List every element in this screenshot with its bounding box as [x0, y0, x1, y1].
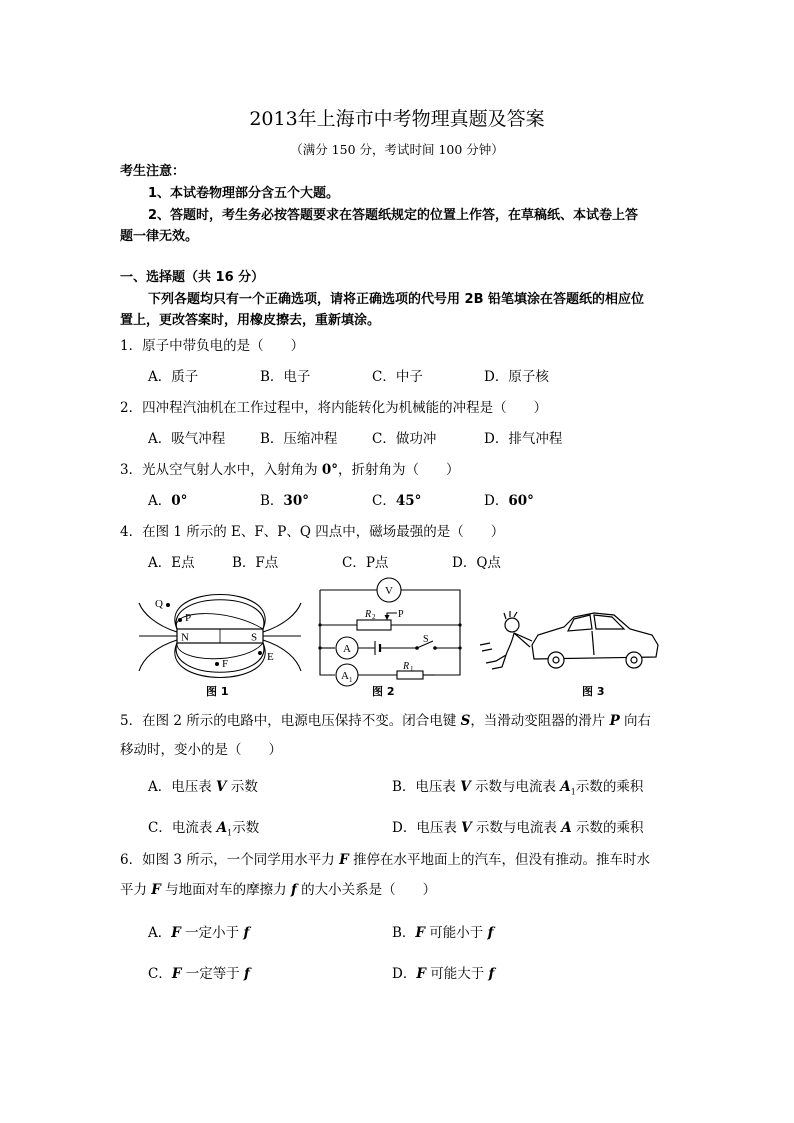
question-1-option-c: C．中子 [372, 369, 423, 385]
voltmeter-label: V [385, 585, 393, 597]
question-1-option-a: A．质子 [148, 369, 199, 385]
question-5-stem-line-1: 5．在图 2 所示的电路中，电源电压保持不变。闭合电键 S，当滑动变阻器的滑片 P 向右 [120, 713, 652, 729]
figure-2-caption: 图 2 [372, 685, 395, 698]
ammeter-a1-label: A [341, 670, 349, 682]
question-4-option-c: C．P点 [342, 555, 389, 571]
rheostat-r2-label: R [365, 609, 372, 620]
point-e-label: E [267, 651, 274, 663]
question-1-stem: 1．原子中带负电的是（ ） [120, 338, 305, 354]
switch-s-label: S [423, 634, 429, 645]
magnet-n-label: N [181, 631, 189, 644]
question-6-stem-line-1: 6．如图 3 所示，一个同学用水平力 F 推停在水平地面上的汽车，但没有推动。推车时水 [120, 852, 650, 868]
question-6-stem-line-2: 平力 F 与地面对车的摩擦力 f 的大小关系是（ ） [120, 882, 437, 898]
point-q-dot [166, 603, 170, 607]
question-4-option-b: B．F点 [232, 555, 279, 571]
point-p-dot [178, 618, 182, 622]
point-f-dot [215, 662, 219, 666]
page-title: 2013年上海市中考物理真题及答案 [249, 108, 545, 130]
question-6-option-b: B．F 可能小于 f [392, 925, 494, 941]
question-3-option-b: B．30° [260, 493, 309, 509]
point-q-label: Q [155, 598, 163, 610]
point-p-label: P [185, 612, 192, 624]
question-3-option-d: D．60° [484, 493, 534, 509]
notice-item-1: 1、本试卷物理部分含五个大题。 [148, 186, 340, 201]
question-5-option-a: A．电压表 V 示数 [148, 779, 258, 795]
figure-3-pushing-car [474, 605, 664, 683]
section-instruction-line-1: 下列各题均只有一个正确选项，请将正确选项的代号用 2B 铅笔填涂在答题纸的相应位 [148, 292, 645, 307]
question-2-option-c: C．做功冲 [372, 431, 437, 447]
question-3-option-c: C．45° [372, 493, 422, 509]
rheostat-r2-subscript: 2 [372, 613, 376, 621]
point-e-dot [258, 651, 262, 655]
resistor-r1-subscript: 1 [410, 665, 414, 673]
notice-heading: 考生注意： [120, 164, 186, 179]
page-subtitle: （满分 150 分，考试时间 100 分钟） [290, 142, 504, 157]
question-5-option-c: C．电流表 $A_1$示数 [148, 820, 260, 838]
notice-item-2-line-2: 题一律无效。 [120, 229, 199, 244]
question-6-option-d: D．F 可能大于 f [392, 966, 495, 982]
question-2-option-a: A．吸气冲程 [148, 431, 226, 447]
slider-p-label: P [398, 609, 404, 620]
question-1-option-d: D．原子核 [484, 369, 549, 385]
question-5-option-d: D．电压表 V 示数与电流表 A 示数的乘积 [392, 820, 644, 836]
question-6-option-a: A．F 一定小于 f [148, 925, 250, 941]
question-5-option-b: B．电压表 V 示数与电流表 $A_1$示数的乘积 [392, 779, 644, 797]
question-6-option-c: C．F 一定等于 f [148, 966, 250, 982]
question-4-option-d: D．Q点 [452, 555, 501, 571]
figure-1-caption: 图 1 [206, 685, 229, 698]
section-instruction-line-2: 置上，更改答案时，用橡皮擦去，重新填涂。 [120, 313, 381, 328]
ammeter-a1-subscript: 1 [349, 676, 353, 684]
question-4-stem: 4．在图 1 所示的 E、F、P、Q 四点中，磁场最强的是（ ） [120, 524, 505, 540]
notice-item-2-line-1: 2、答题时，考生务必按答题要求在答题纸规定的位置上作答，在草稿纸、本试卷上答 [148, 208, 639, 223]
question-4-option-a: A．E点 [148, 555, 195, 571]
question-2-stem: 2．四冲程汽油机在工作过程中，将内能转化为机械能的冲程是（ ） [120, 400, 548, 416]
magnet-s-label: S [251, 631, 258, 644]
ammeter-label: A [343, 643, 351, 655]
question-2-option-d: D．排气冲程 [484, 431, 563, 447]
figure-1-magnet-field [135, 585, 305, 697]
resistor-r1-label: R [403, 661, 410, 672]
figure-2-circuit [315, 575, 465, 695]
point-f-label: F [222, 658, 229, 670]
section-heading: 一、选择题（共 16 分） [120, 270, 265, 285]
question-3-option-a: A．0° [148, 493, 188, 509]
incident-angle: 0° [321, 462, 339, 478]
question-3-stem: 3．光从空气射人水中，入射角为 0°，折射角为（ ） [120, 462, 460, 478]
question-1-option-b: B．电子 [260, 369, 311, 385]
question-5-stem-line-2: 移动时，变小的是（ ） [120, 742, 282, 758]
slider-arrow-icon [385, 615, 390, 620]
question-2-option-b: B．压缩冲程 [260, 431, 338, 447]
figure-3-caption: 图 3 [582, 685, 605, 698]
